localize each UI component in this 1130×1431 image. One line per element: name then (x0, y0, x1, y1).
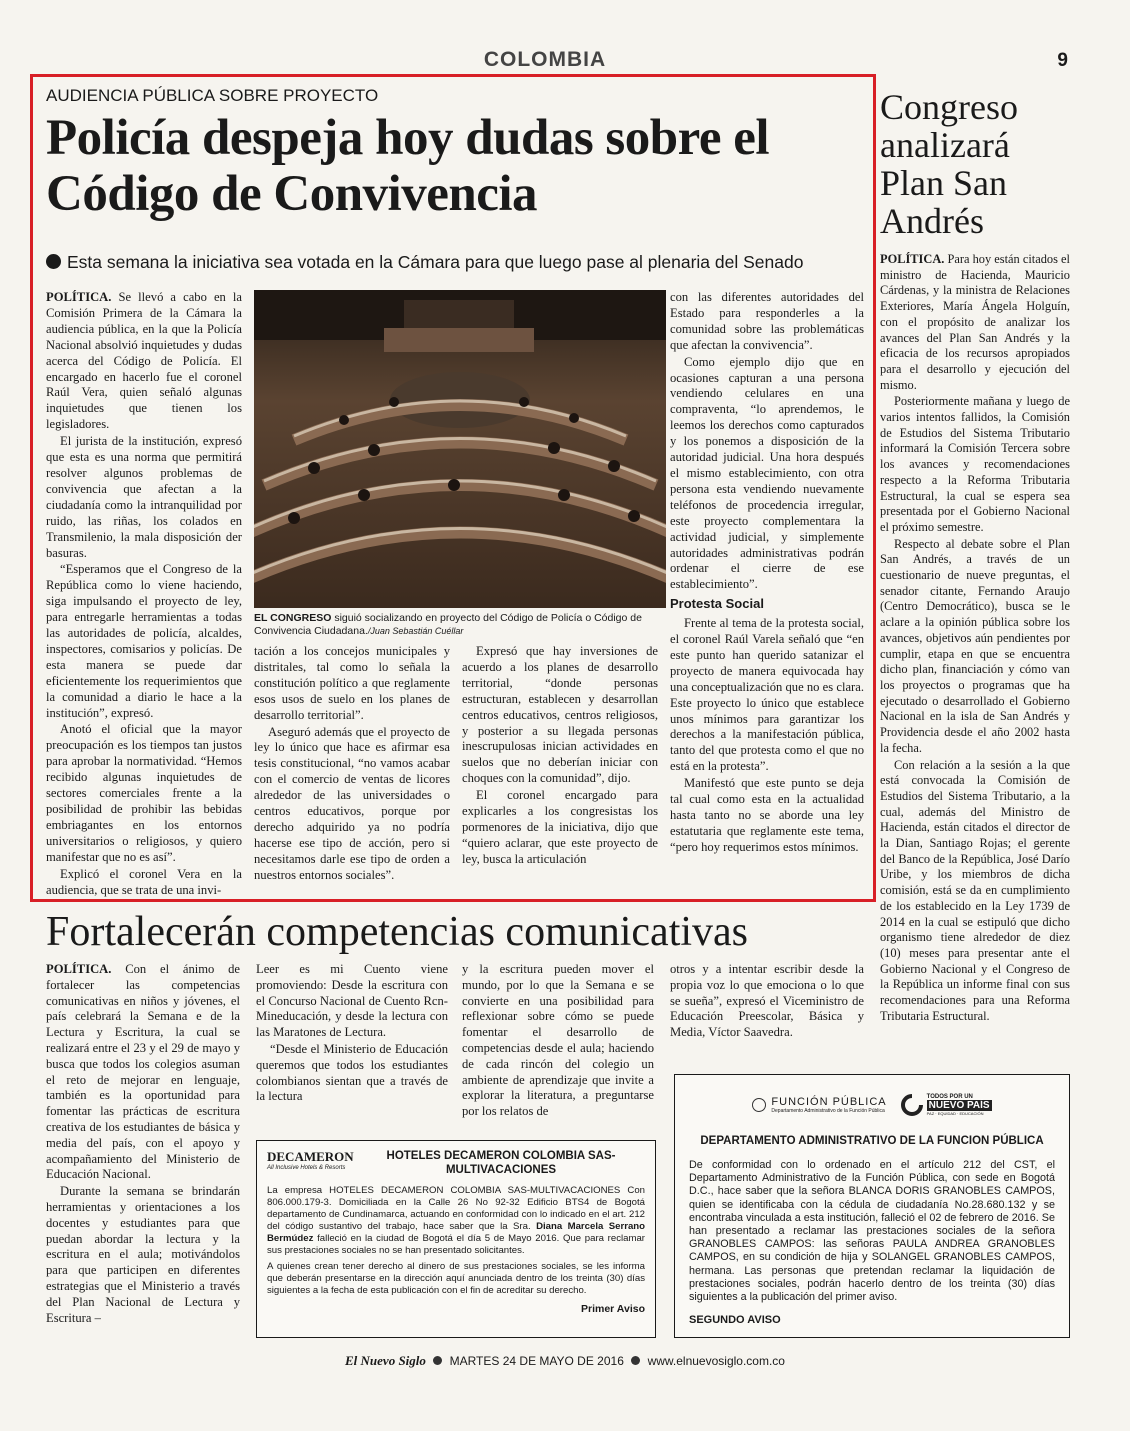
congress-chamber-illustration (254, 290, 666, 608)
footer-website[interactable]: www.elnuevosiglo.com.co (647, 1354, 785, 1368)
footer-date: MARTES 24 DE MAYO DE 2016 (449, 1354, 624, 1368)
page-number: 9 (1057, 50, 1068, 71)
photo-caption: EL CONGRESO siguió socializando en proyecto del Código de Policía o Código de Convivencia Ciudadana./Juan Sebastián Cuéllar (254, 612, 642, 637)
section-subhead: Protesta Social (670, 596, 764, 612)
main-headline: Policía despeja hoy dudas sobre el Código de Convivencia (46, 110, 770, 222)
decameron-notice-label: Primer Aviso (581, 1303, 645, 1315)
funcion-publica-title: DEPARTAMENTO ADMINISTRATIVO DE LA FUNCION PÚBLICA (700, 1135, 1044, 1147)
main-subheadline: Esta semana la iniciativa sea votada en la Cámara para que luego pase al plenaria del Senado (46, 252, 866, 273)
decameron-title: HOTELES DECAMERON COLOMBIA SAS-MULTIVACACIONES (386, 1150, 616, 1176)
bullet-icon (631, 1356, 640, 1365)
main-article-column-1: POLÍTICA. Se llevó a cabo en la Comisión Primera de la Cámara la audiencia pública, en la que la Policía Nacional absolvió inquietudes y dudas acerca del Código de Policía. El encargado en hacerlo fue el coronel Raúl Vera, quien señaló algunas inquietudes que tienen los legisladores. El jurista de la institución, expresó que esta es una norma que permitirá resolver algunos problemas de convivencia que afectan a la ciudadanía como la intranquilidad por ruido, las riñas, los colados en Transmilenio, la mala disposición der basuras. “Esperamos que el Congreso de la República como lo viene haciendo, siga impulsando el proyecto de ley, para entregarle herramientas a todas las autoridades de policía, alcaldes, inspectores, comisarios y policías. De esta manera se puede dar eficientemente los requerimientos que la comunidad a diario le hace a la institución”, expresó. Anotó el oficial que la mayor preocupación es los tiempos tan justos para aprobar la normatividad. “Hemos recibido algunas inquietudes de sectores comerciales frente a la posibilidad de prohibir las bebidas embriagantes en los entornos universitarios o religiosos, y quiero manifestar que no es así”. Explicó el coronel Vera en la audiencia, que se trata de una invi- (46, 290, 242, 897)
second-article-column-4: otros y a intentar escribir desde la propia voz lo que emociona o lo que se sueña”, expresó el Viceministro de Educación Preescolar, Básica y Media, Víctor Saavedra. (670, 962, 864, 1040)
page-footer (0, 1353, 1130, 1369)
funcion-publica-body: De conformidad con lo ordenado en el artículo 212 del CST, el Departamento Administrativo de la Función Pública, con sede en Bogotá D.C., hace saber que la señora BLANCA DORIS GRANOBLES CAMPOS, quien se identificaba con la cédula de ciudadanía No.28.680.132 y se encontraba vinculada a esta institución, falleció el 02 de febrero de 2016. Se han presentado a reclamar las prestaciones sociales de la señora GRANOBLES CAMPOS: las señoras PAULA ANDREA GRANOBLES CAMPOS, en su condición de hija y SOLANGEL GRANOBLES CAMPOS, hermana. Las personas que pretendan reclamar la liquidación de prestaciones sociales, podrán hacerlo dentro de los treinta (30) días siguientes a la publicación del primer aviso. (689, 1159, 1055, 1304)
second-article-column-3: y la escritura pueden mover el mundo, por lo que la Semana e se convierte en una posibilidad para reflexionar sobre cómo se puede fomentar el desarrollo de competencias desde el aula; haciendo de cada rincón del colegio un ambiente de aprendizaje que invite a explorar la literatura, a preguntarse por los relatos de (462, 962, 654, 1119)
second-article-column-2: Leer es mi Cuento viene promoviendo: Desde la escritura con el Concurso Nacional de Cuento Rcn-Mineducación, y desde la lectura con las Maratones de Lectura. “Desde el Ministerio de Educación queremos que todos los estudiantes colombianos sientan que a través de la lectura (256, 962, 448, 1104)
second-headline: Fortalecerán competencias comunicativas (46, 909, 749, 955)
funcion-publica-logos: FUNCIÓN PÚBLICA Departamento Administrativo de la Función Pública TODOS POR UN NUEVO PAÍS PAZ · EQUIDAD · EDUCACIÓN (689, 1087, 1055, 1123)
decameron-notice (256, 1140, 656, 1338)
paper-logo: El Nuevo Siglo (345, 1353, 426, 1368)
main-article-column-3: Expresó que hay inversiones de acuerdo a los planes de desarrollo territorial, “donde personas estructuran, establecen y desarrollan centros educativos, centros religiosos, y posterior a su llegada personas inescrupulosas inician actividades en suelos que no deberían iniciar con choques con la comunidad”, dijo. El coronel encargado para explicarles a los congresistas los pormenores de la iniciativa, dijo que “quiero aclarar, que este proyecto de ley, busca la articulación (462, 644, 658, 866)
decameron-logo: DECAMERON All Inclusive Hotels & Resorts (267, 1149, 354, 1171)
funcion-publica-notice (674, 1074, 1070, 1338)
second-article-column-1: POLÍTICA. Con el ánimo de fortalecer las competencias comunicativas en niños y jóvenes, el país celebrará la Semana e de la Lectura y Escritura, la cual se realizará entre el 23 y el 29 de mayo y busca que todos los colegios asuman el reto de mejorar en lenguaje, también es la oportunidad para fomentar las prácticas de escritura creativa de los estudiantes de básica y media del país, con el apoyo y acompañamiento del Ministerio de Educación Nacional. Durante la semana se brindarán herramientas y orientaciones a los docentes y estudiantes para que puedan abordar la lectura y la escritura en el aula; motivándolos para que participen en diferentes estrategias que el Ministerio a través del Plan Nacional de Lectura y Escritura – (46, 962, 240, 1325)
congress-photo (254, 290, 666, 608)
decameron-body-2: A quienes crean tener derecho al dinero de sus prestaciones sociales, se les informa que deberán presentarse en la dirección aquí anunciada dentro de los treinta (30) días siguientes a la fecha de esta publicación con el fin de acreditar su derecho. (267, 1261, 645, 1296)
coat-of-arms-icon (752, 1098, 766, 1112)
section-name: COLOMBIA (483, 48, 607, 71)
article-kicker: AUDIENCIA PÚBLICA SOBRE PROYECTO (46, 86, 379, 105)
funcion-publica-notice-label: SEGUNDO AVISO (689, 1314, 781, 1327)
side-headline: Congreso analizará Plan San Andrés (880, 87, 1018, 241)
main-article-column-4: con las diferentes autoridades del Estado para responderles a la comunidad sobre las problemáticas que afectan la convivencia”. Como ejemplo dijo que en ocasiones capturan a una persona vendiendo celulares en una compraventa, “lo aprendemos, le leemos los derechos como capturados y los ponemos a disposición de la autoridad judicial. Una hora después el mismo establecimiento, con otra persona esta vendiendo nuevamente teléfonos de procedencia irregular, este proyecto complementara la actividad judicial, y simplemente autoridades administrativas podrán ordenar el cierre de ese establecimiento”. Protesta Social Frente al tema de la protesta social, el coronel Raúl Varela señaló que “en este punto han querido satanizar el proyecto de manera equivocada hay una conceptualización que no es clara. Este proyecto lo único que establece unos mínimos para garantizar los derechos a la manifestación pública, tanto del que protesta como el que no está en la protesta”. Manifestó que este punto se deja tal cual como esta en la actualidad hasta tanto no se aborde una ley estatutaria que reglamente este tema, “pero hoy requerimos estos mínimos. (670, 290, 864, 854)
decameron-body-1: La empresa HOTELES DECAMERON COLOMBIA SAS-MULTIVACACIONES Con 806.000.179-3. Domiciliada en la Calle 26 No 92-32 Edificio BTS4 de Bogotá departamento de Cundinamarca, actuando en conformidad con lo indicado en el art. 212 del código sustantivo del trabajo, hace saber que la Sra. Diana Marcela Serrano Bermúdez falleció en la ciudad de Bogotá el día 5 de Mayo 2016. Que para reclamar sus prestaciones sociales no se han presentado solicitantes. (267, 1185, 645, 1256)
bullet-icon (433, 1356, 442, 1365)
side-article-body: POLÍTICA. Para hoy están citados el ministro de Hacienda, Mauricio Cárdenas, y la ministra de Relaciones Exteriores, María Ángela Holguín, con el propósito de analizar los avances del Plan San Andrés y la eficacia de los recursos apropiados para el desarrollo y ejecución del mismo. Posteriormente mañana y luego de varios intentos fallidos, la Comisión de Estudios del Sistema Tributario informará la Comisión Tercera sobre los avances y recomendaciones respecto a la Reforma Tributaria Estructural, la cual se espera sea presentada por el Gobierno Nacional el próximo semestre. Respecto al debate sobre el Plan San Andrés, a través de un cuestionario de nueve preguntas, el senador citante, Fernando Araujo (Centro Democrático), busca se le aclare a la opinión pública sobre los avances, objetivos aún pendientes por cumplir, etapa en que se encuentra dicho plan, financiación y cómo van los proyectos o programas que ha ejecutado o desarrollado el Gobierno Nacional en la isla de San Andrés y Providencia desde el año 2002 hasta la fecha. Con relación a la sesión a la que está convocada la Comisión de Estudios del Sistema Tributario, a la cual, además del Ministro de Hacienda, están citados el director de la Dian, Santiago Rojas; el gerente del Banco de la República, José Darío Uribe, y los miembros de dicha comisión, está se da en cumplimiento de los establecido en la Ley 1739 de 2014 en la cual se estipuló que dicho organismo tiene alrededor de diez (10) meses para presentar ante el Gobierno Nacional y el Congreso de la República un informe final con sus recomendaciones para una Reforma Tributaria Estructural. (880, 252, 1070, 1023)
main-article-column-2: tación a los concejos municipales y distritales, tal como lo señala la constitución político a que reglamente esos usos de suelo en los planes de desarrollo territorial”. Aseguró además que el proyecto de ley lo único que hace es afirmar esa tesis constitucional, “no vamos acabar con el comercio de ventas de licores alrededor de las universidades o centros educativos, porque por derecho adquirido ya no podría hacerse ese tipo de acción, pero si necesitamos darle ese tipo de orden a nuestros entornos sociales”. (254, 644, 450, 882)
nuevo-pais-logo-icon (901, 1094, 923, 1116)
bullet-icon (46, 254, 61, 269)
